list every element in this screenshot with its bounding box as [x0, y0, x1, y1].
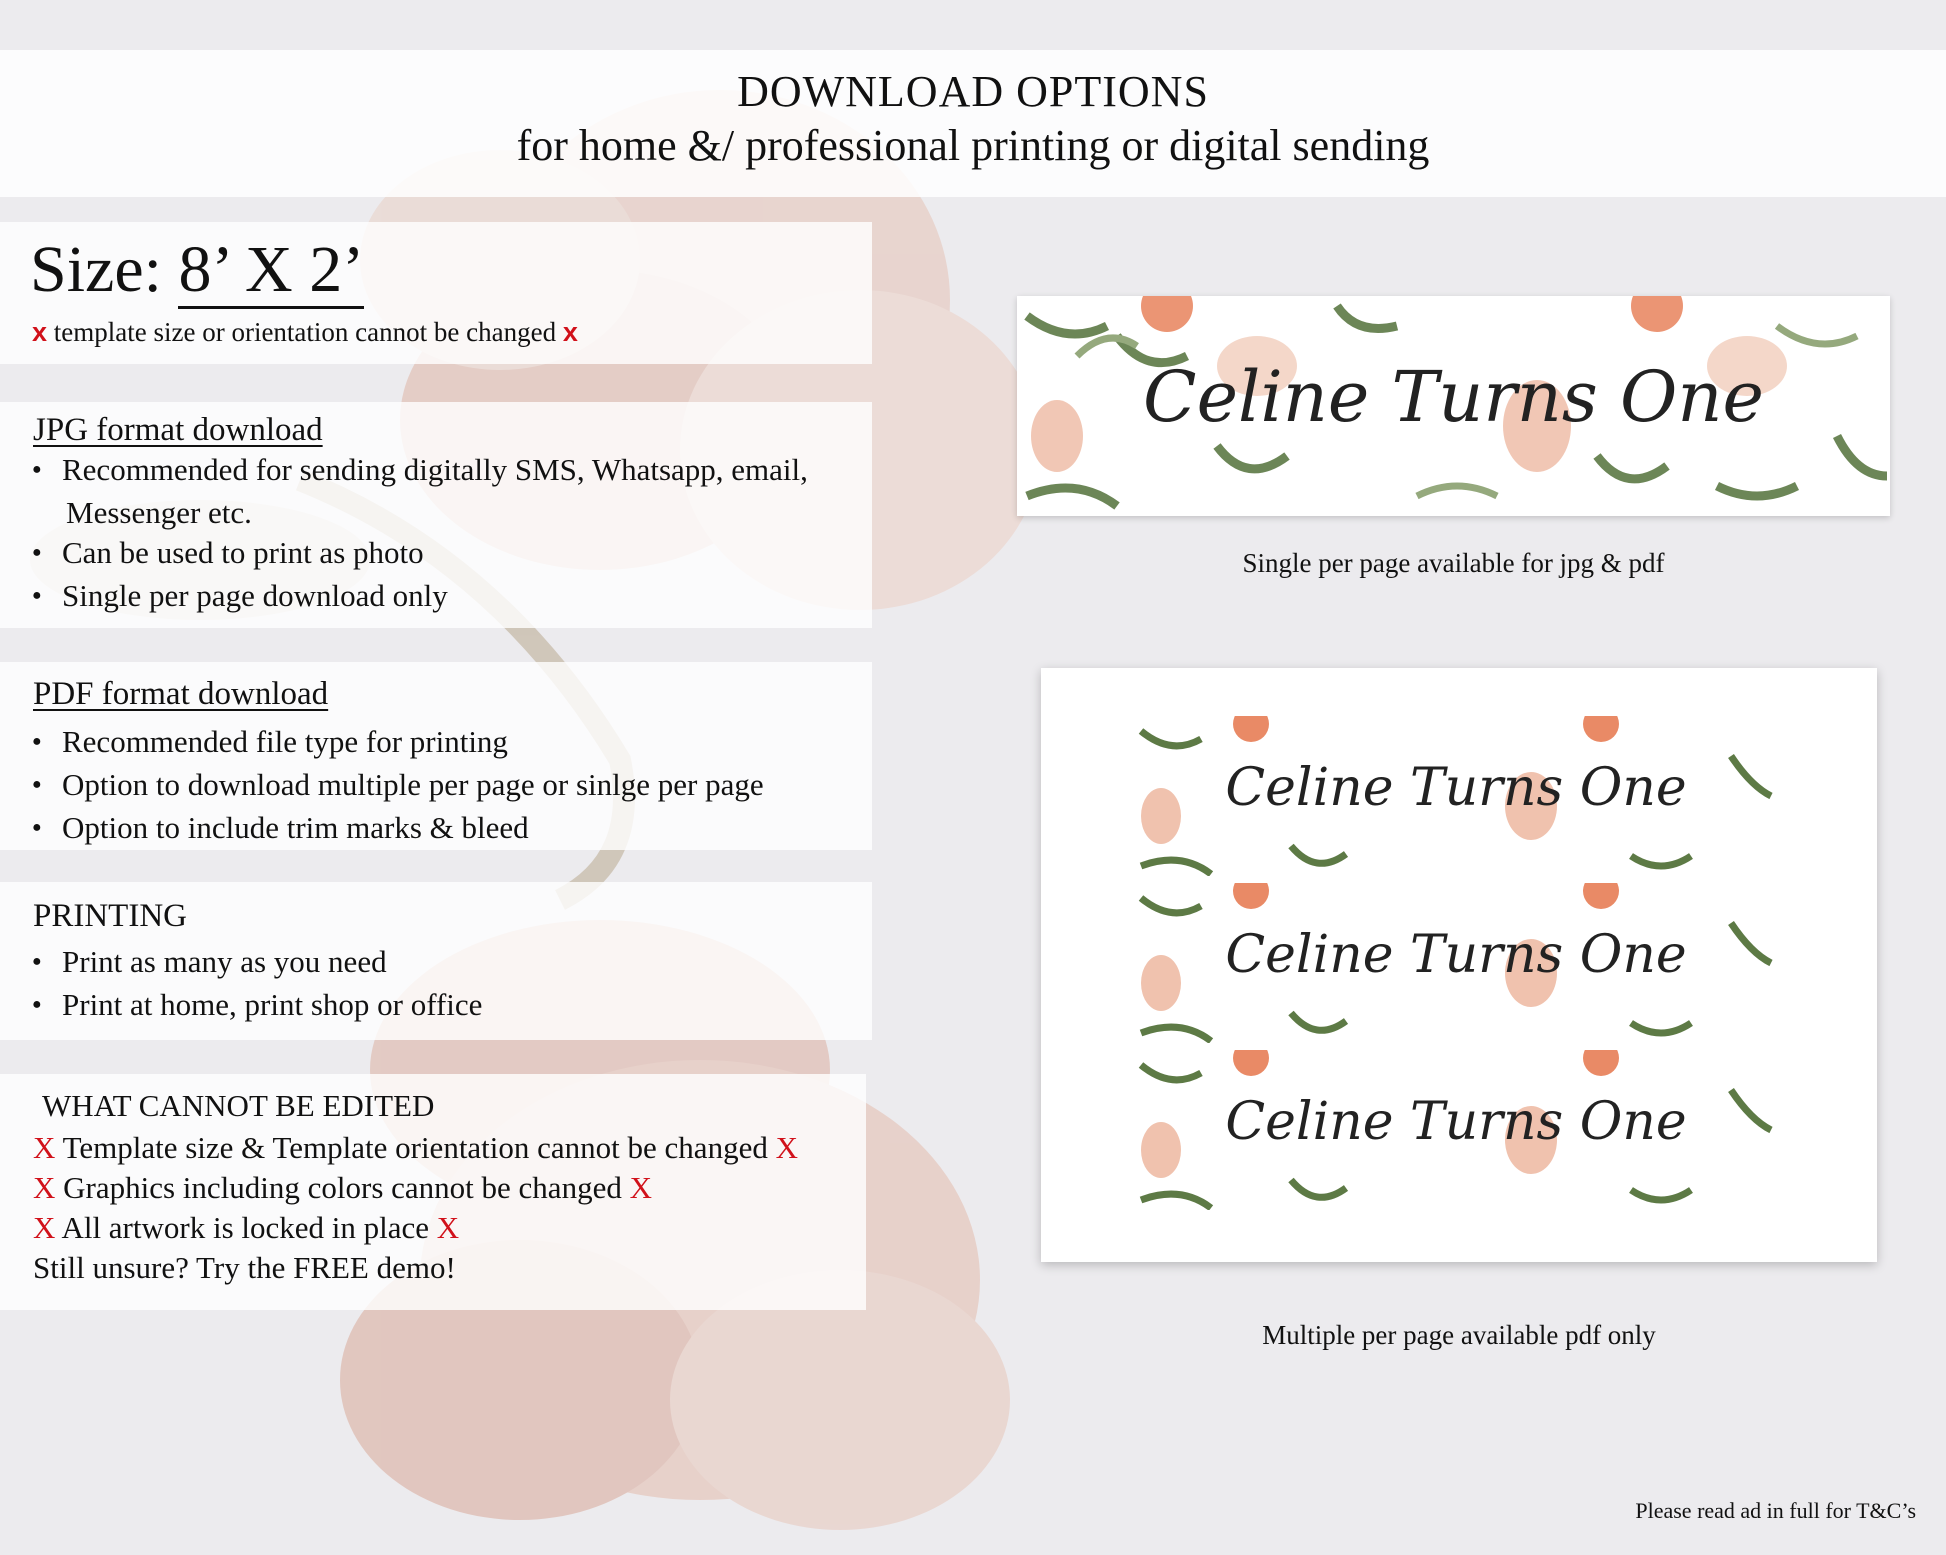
list-item-text: Recommended for sending digitally SMS, Whatsapp, email, — [62, 452, 808, 487]
size-label: Size: — [30, 233, 162, 306]
printing-section-title: PRINTING — [33, 898, 187, 934]
cannot-edit-item-text: Graphics including colors cannot be changed — [63, 1170, 622, 1205]
list-item — [32, 985, 482, 1028]
list-item — [32, 808, 764, 851]
x-mark-icon: X — [775, 1130, 798, 1165]
list-item-text: Print at home, print shop or office — [62, 986, 483, 1022]
list-item-text: Option to download multiple per page or sinlge per page — [62, 766, 764, 802]
list-item — [32, 450, 808, 533]
list-item-text: Can be used to print as photo — [62, 534, 424, 570]
x-mark-icon: x — [32, 317, 48, 347]
list-item-text: Recommended file type for printing — [62, 724, 508, 759]
mini-banner — [1131, 883, 1781, 1043]
x-mark-icon: X — [33, 1130, 56, 1165]
list-item-text: Print as many as you need — [62, 944, 387, 979]
free-demo-note: Still unsure? Try the FREE demo! — [33, 1250, 456, 1285]
size-note — [32, 317, 578, 348]
single-banner-preview — [1017, 296, 1890, 516]
banner-title-text: Celine Turns One — [1225, 758, 1687, 818]
size-value: 8’ X 2’ — [178, 233, 364, 309]
jpg-feature-list — [32, 450, 808, 619]
cannot-edit-item — [33, 1210, 459, 1246]
cannot-edit-item-text: All artwork is locked in place — [61, 1210, 430, 1245]
multiple-sheet-preview — [1041, 668, 1877, 1262]
cannot-edit-title: WHAT CANNOT BE EDITED — [42, 1088, 435, 1123]
pdf-feature-list — [32, 722, 764, 851]
cannot-edit-item-text: Template size & Template orientation cannot be changed — [62, 1130, 768, 1165]
jpg-section-title: JPG format download — [33, 412, 323, 448]
multiple-caption: Multiple per page available pdf only — [1262, 1320, 1656, 1350]
x-mark-icon: X — [33, 1170, 56, 1205]
terms-note: Please read ad in full for T&C’s — [1635, 1498, 1916, 1523]
x-mark-icon: X — [436, 1210, 460, 1245]
pdf-section-title: PDF format download — [33, 676, 329, 712]
page-title: DOWNLOAD OPTIONS — [737, 67, 1209, 116]
banner-title-text: Celine Turns One — [1225, 1092, 1687, 1152]
list-item — [32, 576, 808, 619]
mini-banner — [1131, 1050, 1781, 1210]
list-item — [32, 765, 764, 808]
list-item — [32, 942, 482, 985]
list-item-text: Single per page download only — [62, 577, 448, 613]
x-mark-icon: x — [562, 317, 578, 347]
list-item-text: Option to include trim marks & bleed — [62, 809, 529, 845]
x-mark-icon: X — [629, 1170, 652, 1205]
cannot-edit-item — [33, 1170, 652, 1206]
single-caption: Single per page available for jpg & pdf — [1242, 548, 1665, 578]
mini-banner — [1131, 716, 1781, 876]
list-item — [32, 533, 808, 576]
size-note-text: template size or orientation cannot be changed — [53, 317, 557, 347]
size-heading — [30, 232, 364, 308]
printing-feature-list — [32, 942, 482, 1028]
banner-title-text: Celine Turns One — [1225, 925, 1687, 985]
x-mark-icon: X — [33, 1210, 56, 1245]
page-subtitle: for home &/ professional printing or digital sending — [516, 121, 1430, 170]
list-item — [32, 722, 764, 765]
banner-title-text: Celine Turns One — [1143, 356, 1764, 438]
cannot-edit-item — [33, 1130, 798, 1166]
list-item-text: Messenger etc. — [66, 494, 252, 530]
